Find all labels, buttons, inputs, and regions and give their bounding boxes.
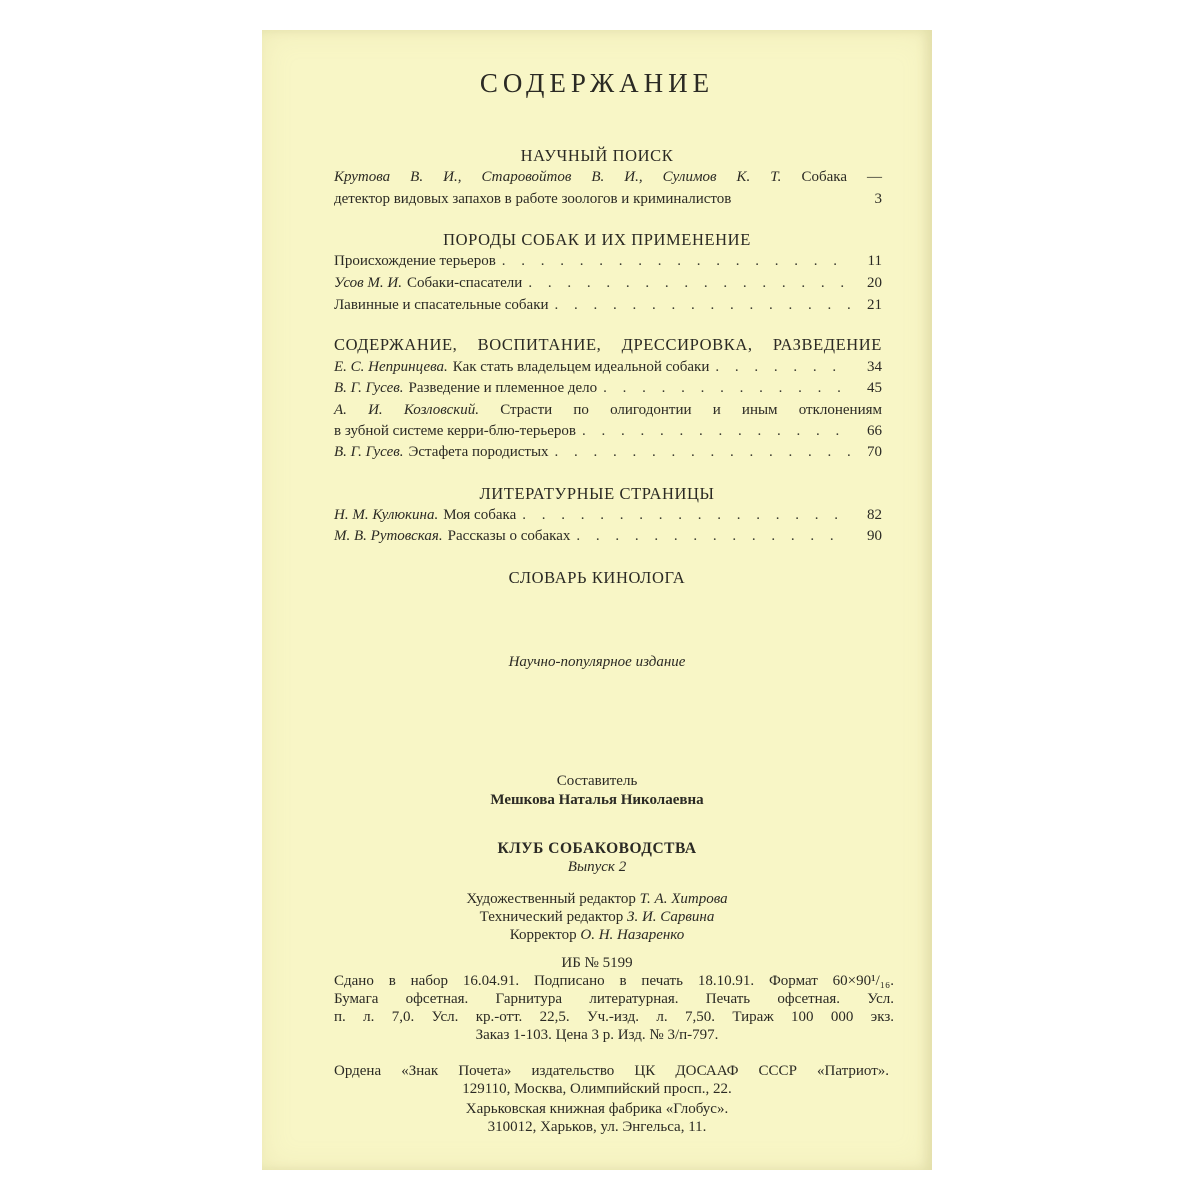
toc-page-number: 45 [867, 380, 882, 396]
toc-page-number: 20 [867, 275, 882, 291]
toc-text: Моя собака [443, 507, 517, 523]
credit-role: Художественный редактор [466, 891, 636, 907]
toc-text: Эстафета породистых [408, 444, 549, 460]
dot-leader [603, 380, 850, 397]
toc-author: Е. С. Непринцева. [334, 359, 448, 375]
toc-entry [334, 275, 882, 292]
toc-entry [334, 380, 882, 397]
toc-author: В. Г. Гусев. [334, 380, 404, 396]
dot-leader [582, 423, 850, 440]
toc-text: в зубной системе керри-блю-терьеров [334, 423, 576, 439]
section-heading-scientific-search: НАУЧНЫЙ ПОИСК [520, 146, 674, 165]
dot-leader [522, 507, 850, 524]
toc-text: Разведение и племенное дело [408, 380, 598, 396]
publisher-address: 129110, Москва, Олимпийский просп., 22. [462, 1081, 732, 1097]
toc-entry [334, 253, 882, 270]
printer-address: 310012, Харьков, ул. Энгельса, 11. [487, 1119, 707, 1135]
printer-line: Харьковская книжная фабрика «Глобус». [465, 1101, 729, 1117]
print-details-line: Бумага офсетная. Гарнитура литературная. Печать офсетная. Усл. [334, 991, 894, 1007]
toc-entry [334, 528, 882, 545]
credit-role: Корректор [509, 927, 577, 943]
dot-leader [576, 528, 850, 545]
toc-page-number: 90 [867, 528, 882, 544]
toc-entry [334, 423, 882, 440]
toc-entry [334, 444, 882, 461]
credit-name: З. И. Сарвина [627, 909, 715, 925]
toc-page-number: 82 [867, 507, 882, 523]
toc-text: Собаки-спасатели [407, 275, 523, 291]
toc-entry-line [334, 169, 882, 186]
dot-leader [555, 444, 850, 461]
credit-line [262, 927, 932, 944]
toc-entry [334, 507, 882, 524]
toc-page-number: 21 [867, 297, 882, 313]
ib-number: ИБ № 5199 [561, 955, 633, 971]
toc-page-number: 70 [867, 444, 882, 460]
toc-text: Страсти по олигодонтии и иным отклонениям [500, 402, 882, 418]
publisher-line: Ордена «Знак Почета» издательство ЦК ДОСААФ СССР «Патриот». [334, 1063, 889, 1079]
compiler-label: Составитель [556, 773, 638, 789]
credit-role: Технический редактор [479, 909, 624, 925]
toc-text: Рассказы о собаках [447, 528, 571, 544]
toc-text: Происхождение терьеров [334, 253, 496, 269]
toc-author: М. В. Рутовская. [334, 528, 443, 544]
dot-leader [528, 275, 850, 292]
book-title: КЛУБ СОБАКОВОДСТВА [497, 840, 697, 857]
toc-author: Усов М. И. [334, 275, 403, 291]
toc-author: В. Г. Гусев. [334, 444, 404, 460]
edition-type: Научно-популярное издание [508, 654, 686, 670]
toc-page-number: 3 [874, 191, 882, 207]
dot-leader [555, 297, 850, 314]
toc-entry-line [334, 191, 882, 208]
dot-leader [502, 253, 850, 270]
credit-line [262, 909, 932, 926]
credit-name: Т. А. Хитрова [639, 891, 728, 907]
issue-number: Выпуск 2 [567, 859, 627, 875]
toc-entry [334, 297, 882, 314]
section-heading-literary-pages: ЛИТЕРАТУРНЫЕ СТРАНИЦЫ [479, 484, 715, 503]
toc-page-number: 66 [867, 423, 882, 439]
toc-text: детектор видовых запахов в работе зоологов и криминалистов [334, 191, 732, 207]
print-details-line: Заказ 1-103. Цена 3 р. Изд. № 3/п-797. [475, 1027, 719, 1043]
section-heading-glossary: СЛОВАРЬ КИНОЛОГА [508, 568, 686, 587]
toc-entry-line [334, 402, 882, 419]
toc-text: Как стать владельцем идеальной собаки [452, 359, 710, 375]
print-details-line: Сдано в набор 16.04.91. Подписано в печать 18.10.91. Формат 60×90¹/₁₆. [334, 973, 894, 989]
credit-line [262, 891, 932, 908]
toc-author: Крутова В. И., Старовойтов В. И., Сулимов К. Т. [334, 169, 782, 185]
dot-leader [715, 359, 850, 376]
toc-text: Собака — [801, 169, 883, 185]
toc-page-number: 34 [867, 359, 882, 375]
page-title: СОДЕРЖАНИЕ [479, 68, 715, 98]
toc-entry [334, 359, 882, 376]
toc-text: Лавинные и спасательные собаки [334, 297, 549, 313]
section-heading-dog-breeds: ПОРОДЫ СОБАК И ИХ ПРИМЕНЕНИЕ [443, 230, 751, 249]
section-heading-care-training: СОДЕРЖАНИЕ, ВОСПИТАНИЕ, ДРЕССИРОВКА, РАЗВЕДЕНИЕ [334, 335, 882, 354]
compiler-name: Мешкова Наталья Николаевна [490, 792, 704, 808]
book-page [262, 30, 932, 1170]
credit-name: О. Н. Назаренко [580, 927, 685, 943]
toc-page-number: 11 [867, 253, 882, 269]
print-details-line: п. л. 7,0. Усл. кр.-отт. 22,5. Уч.-изд. л. 7,50. Тираж 100 000 экз. [334, 1009, 894, 1025]
toc-author: Н. М. Кулюкина. [334, 507, 439, 523]
toc-author: А. И. Козловский. [334, 402, 480, 418]
